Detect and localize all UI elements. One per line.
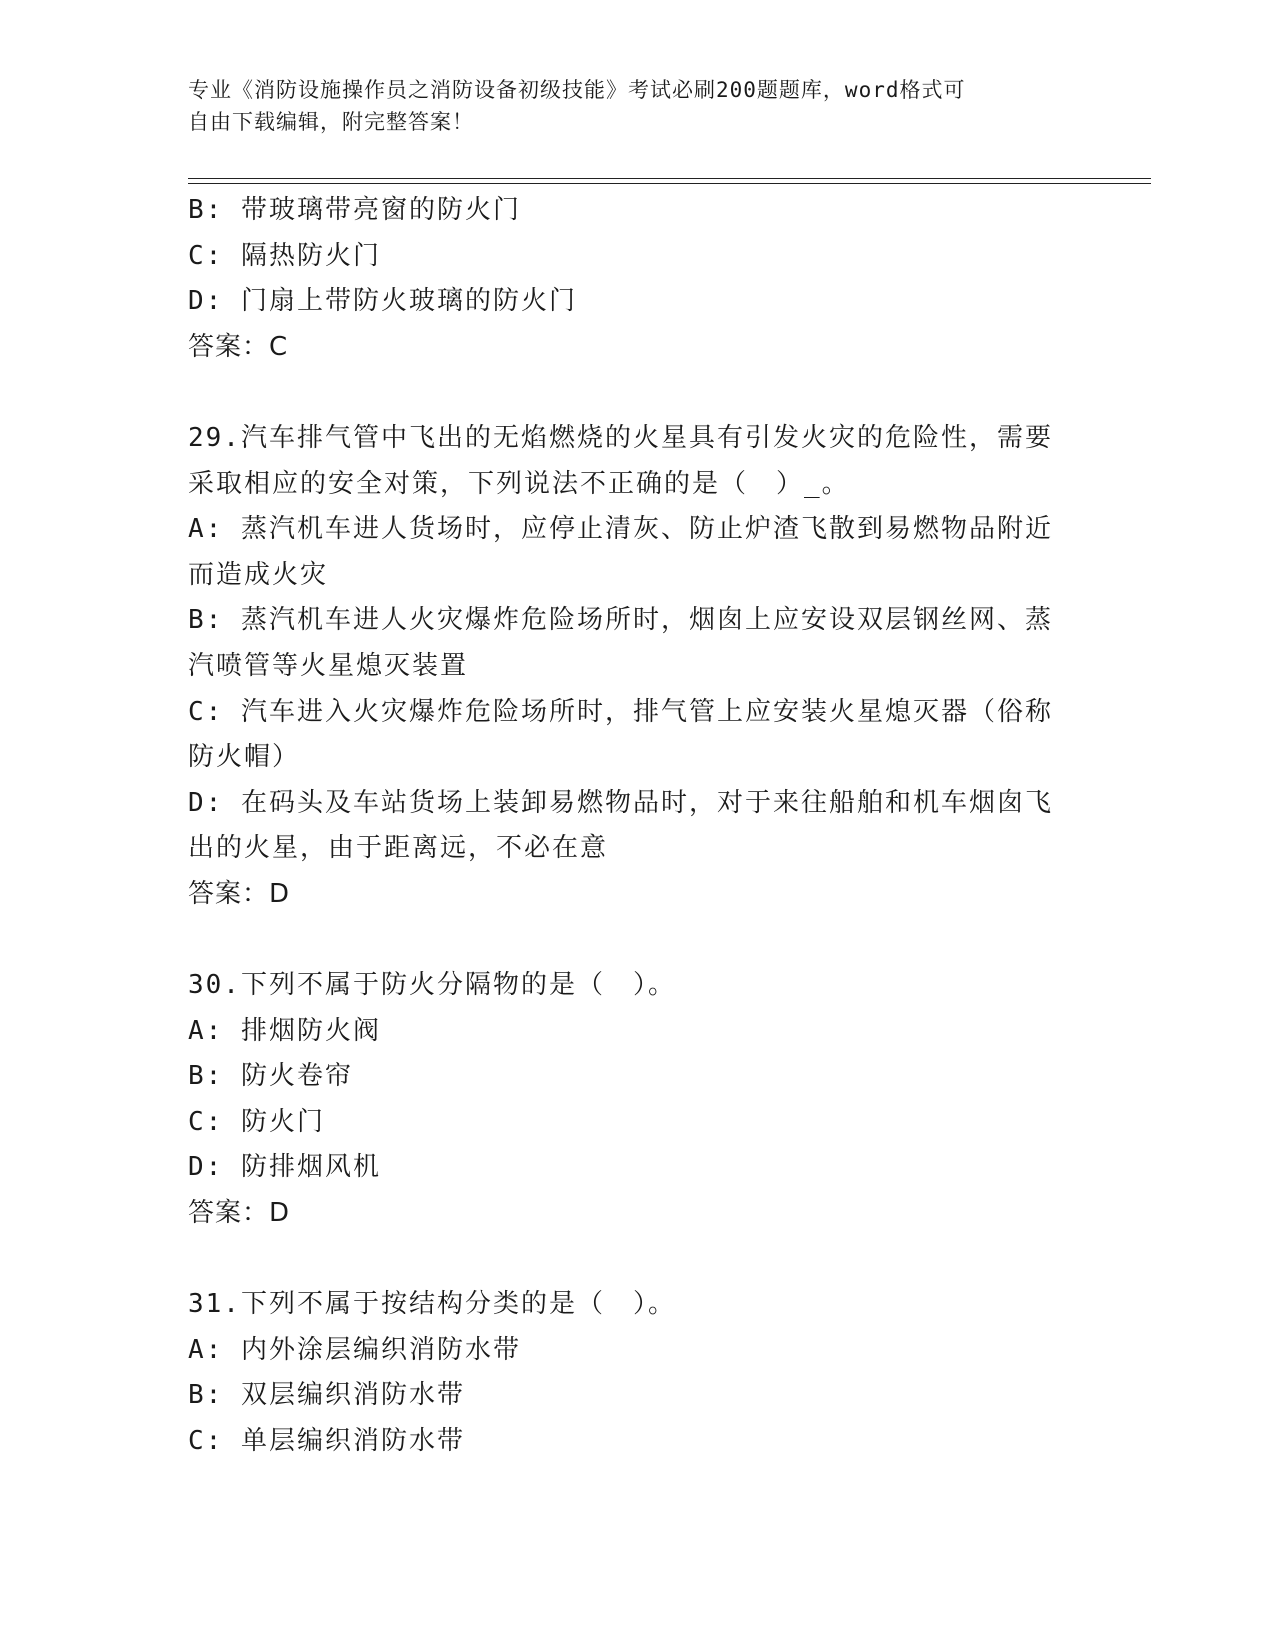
header-divider-top xyxy=(188,178,1151,179)
question-28 xyxy=(188,188,1078,370)
option-d: D: 门扇上带防火玻璃的防火门 xyxy=(188,286,577,317)
option-d-cont: 出的火星，由于距离远，不必在意 xyxy=(188,833,609,864)
header-line-2: 自由下载编辑，附完整答案！ xyxy=(188,110,474,134)
spacer xyxy=(188,1237,1078,1283)
option-d: D: 在码头及车站货场上装卸易燃物品时，对于来往船舶和机车烟囱飞 xyxy=(188,787,1053,818)
option-c: C: 汽车进入火灾爆炸危险场所时，排气管上应安装火星熄灭器（俗称 xyxy=(188,696,1053,727)
question-list xyxy=(188,188,1078,1465)
answer: 答案：D xyxy=(188,1198,291,1229)
option-b: B: 蒸汽机车进人火灾爆炸危险场所时，烟囱上应安设双层钢丝网、蒸 xyxy=(188,605,1053,636)
option-b: B: 防火卷帘 xyxy=(188,1061,353,1092)
document-header xyxy=(188,74,1088,138)
question-stem: 31.下列不属于按结构分类的是（ ）。 xyxy=(188,1289,676,1320)
option-d: D: 防排烟风机 xyxy=(188,1152,381,1183)
option-b-cont: 汽喷管等火星熄灭装置 xyxy=(188,650,469,681)
header-divider-bottom xyxy=(188,183,1151,184)
option-c: C: 防火门 xyxy=(188,1106,325,1137)
option-a: A: 排烟防火阀 xyxy=(188,1015,381,1046)
option-b: B: 带玻璃带亮窗的防火门 xyxy=(188,195,521,225)
option-c: C: 单层编织消防水带 xyxy=(188,1426,465,1457)
spacer xyxy=(188,918,1078,964)
question-31 xyxy=(188,1282,1078,1464)
question-stem-cont: 采取相应的安全对策，下列说法不正确的是（ ）_。 xyxy=(188,468,850,499)
spacer xyxy=(188,370,1078,416)
answer: 答案：C xyxy=(188,331,289,362)
option-b: B: 双层编织消防水带 xyxy=(188,1380,465,1411)
option-c: C: 隔热防火门 xyxy=(188,240,381,271)
option-c-cont: 防火帽） xyxy=(188,742,301,773)
option-a-cont: 而造成火灾 xyxy=(188,559,329,590)
option-a: A: 内外涂层编织消防水带 xyxy=(188,1334,521,1365)
header-line-1: 专业《消防设施操作员之消防设备初级技能》考试必刷200题题库，word格式可 xyxy=(188,78,966,102)
question-stem: 30.下列不属于防火分隔物的是（ ）。 xyxy=(188,970,676,1001)
option-a: A: 蒸汽机车进人货场时，应停止清灰、防止炉渣飞散到易燃物品附近 xyxy=(188,514,1053,545)
question-29 xyxy=(188,416,1078,918)
question-stem: 29.汽车排气管中飞出的无焰燃烧的火星具有引发火灾的危险性，需要 xyxy=(188,422,1053,453)
question-30 xyxy=(188,963,1078,1237)
answer: 答案：D xyxy=(188,878,291,909)
